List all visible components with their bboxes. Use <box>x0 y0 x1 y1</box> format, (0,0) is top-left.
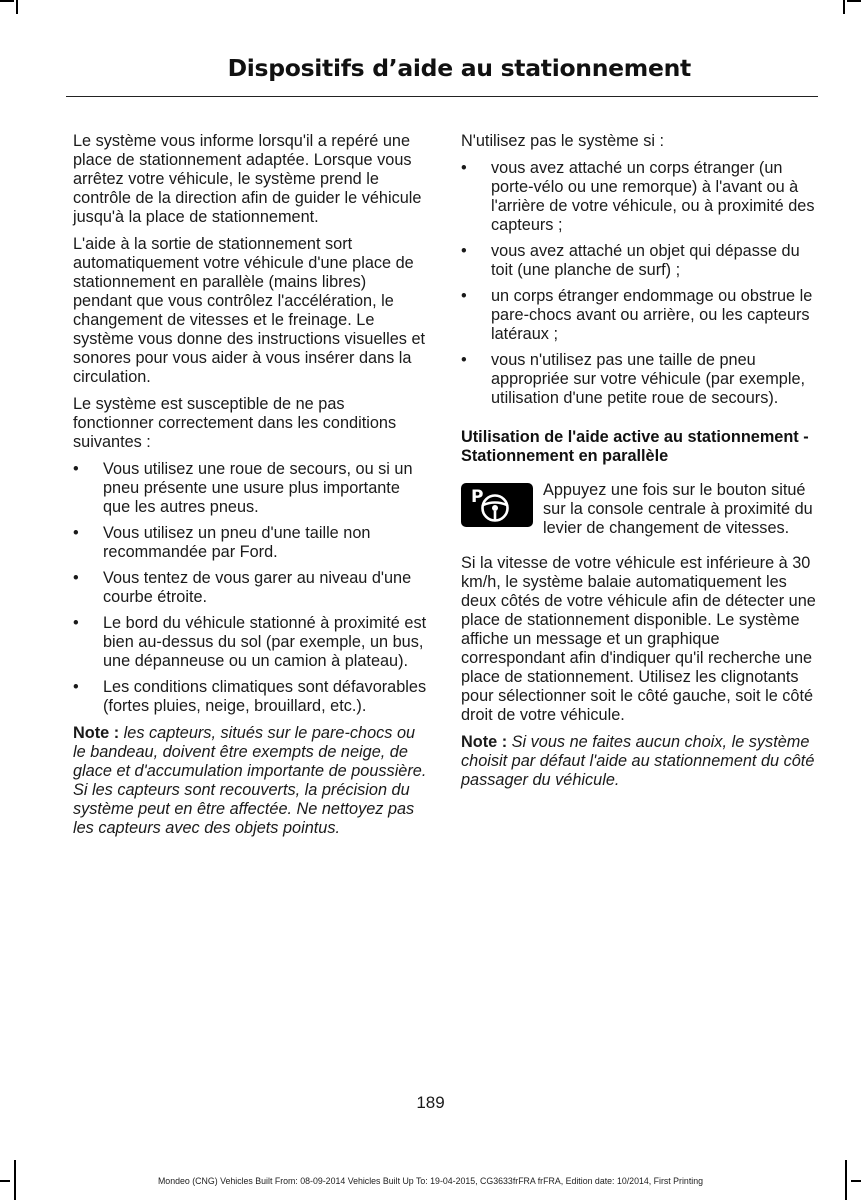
do-not-use-intro: N'utilisez pas le système si : <box>461 132 665 150</box>
default-side-note <box>461 733 816 790</box>
page-title: Dispositifs d’aide au stationnement <box>227 54 691 82</box>
list-item: • Vous utilisez une roue de secours, ou si un pneu présente une usure plus importante que les autres pneus. <box>73 460 413 516</box>
bullet-glyph: • <box>461 159 467 177</box>
do-not-use-list <box>461 159 816 408</box>
park-assist-steering-wheel-icon <box>461 483 533 527</box>
page-number: 189 <box>416 1093 445 1112</box>
intro-paragraph: Le système vous informe lorsqu'il a repéré une place de stationnement adaptée. Lorsque vous arrêtez votre véhicule, le système prend le contrôle de la direction afin de guider le véhicule jusqu'à la place de stationnement. <box>73 132 422 226</box>
bullet-glyph: • <box>73 524 79 542</box>
svg-text:P: P <box>471 487 484 507</box>
crop-mark-top-right <box>847 0 861 2</box>
note-text: Si vous ne faites aucun choix, le système choisit par défaut l'aide au stationnement du côté passager du véhicule. <box>461 733 815 789</box>
note-label: Note : <box>461 733 508 751</box>
bullet-glyph: • <box>73 678 79 696</box>
bullet-glyph: • <box>73 460 79 478</box>
bullet-glyph: • <box>73 569 79 587</box>
list-item: • Vous utilisez un pneu d'une taille non recommandée par Ford. <box>73 524 371 561</box>
list-item: • vous n'utilisez pas une taille de pneu appropriée sur votre véhicule (par exemple, utilisation d'une petite roue de secours). <box>461 351 806 407</box>
list-item: • un corps étranger endommage ou obstrue le pare-chocs avant ou arrière, ou les capteurs latéraux ; <box>461 287 813 343</box>
note-label: Note : <box>73 724 120 742</box>
note-text: les capteurs, situés sur le pare-chocs ou le bandeau, doivent être exempts de neige, de glace et d'accumulation importante de poussière. Si les capteurs sont recouverts, la précision du système peut en être affectée. Ne nettoyez pas les capteurs avec des objets pointus. <box>73 724 427 837</box>
sensor-note <box>73 724 428 838</box>
bullet-glyph: • <box>461 242 467 260</box>
exit-assist-paragraph: L'aide à la sortie de stationnement sort automatiquement votre véhicule d'une place de stationnement en parallèle (mains libres) pendant que vous contrôlez l'accélération, le changement de vitesses et le freinage. Le système vous donne des instructions visuelles et sonores pour vous aider à vous insérer dans la circulation. <box>73 235 426 386</box>
left-column <box>73 132 428 846</box>
crop-mark-top-left <box>0 0 14 2</box>
list-item: • vous avez attaché un corps étranger (un porte-vélo ou une remorque) à l'avant ou à l'arrière de votre véhicule, ou à proximité des capteurs ; <box>461 159 815 234</box>
crop-mark-top-right-vertical <box>843 0 845 14</box>
bullet-glyph: • <box>461 287 467 305</box>
list-item: • Les conditions climatiques sont défavorables (fortes pluies, neige, brouillard, etc.). <box>73 678 427 715</box>
title-divider <box>66 96 818 97</box>
list-item: • Le bord du véhicule stationné à proximité est bien au-dessus du sol (par exemple, un bus, une dépanneuse ou un camion à plateau). <box>73 614 427 670</box>
icon-instruction <box>461 481 816 538</box>
icon-instruction-text: Appuyez une fois sur le bouton situé sur la console centrale à proximité du levier de changement de vitesses. <box>543 481 813 537</box>
bullet-glyph: • <box>73 614 79 632</box>
list-item: • vous avez attaché un objet qui dépasse du toit (une planche de surf) ; <box>461 242 800 279</box>
conditions-list <box>73 460 428 716</box>
scan-paragraph: Si la vitesse de votre véhicule est inférieure à 30 km/h, le système balaie automatiquement les deux côtés de votre véhicule afin de détecter une place de stationnement disponible. Le système affiche un message et un graphique correspondant afin d'indiquer qu'il recherche une place de stationnement. Utilisez les clignotants pour sélectionner soit le côté gauche, soit le côté droit de votre véhicule. <box>461 554 816 724</box>
list-item: • Vous tentez de vous garer au niveau d'une courbe étroite. <box>73 569 412 606</box>
crop-mark-top-left-vertical <box>16 0 18 14</box>
conditions-intro: Le système est susceptible de ne pas fonctionner correctement dans les conditions suivantes : <box>73 395 397 451</box>
right-column <box>461 132 816 798</box>
section-heading: Utilisation de l'aide active au stationnement - Stationnement en parallèle <box>461 428 809 465</box>
bullet-glyph: • <box>461 351 467 369</box>
print-footer: Mondeo (CNG) Vehicles Built From: 08-09-2014 Vehicles Built Up To: 19-04-2015, CG3633frFRA frFRA, Edition date: 10/2014, First Printing <box>157 1176 704 1186</box>
